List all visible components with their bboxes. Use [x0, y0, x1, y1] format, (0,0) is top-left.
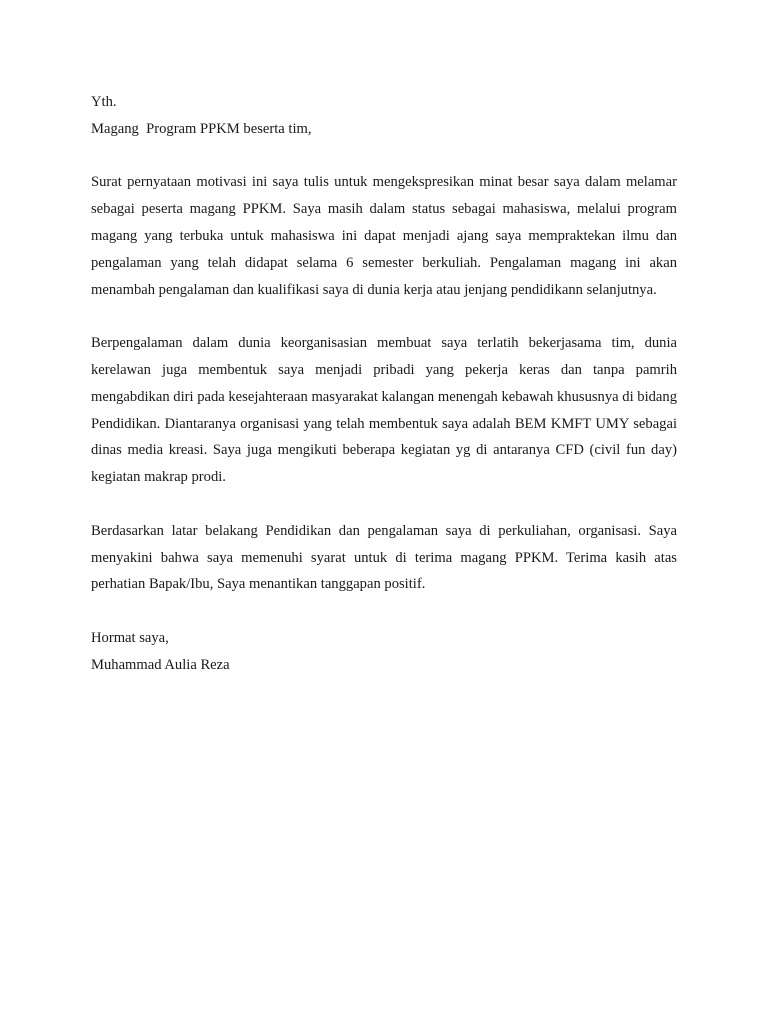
paragraph-conclusion: Berdasarkan latar belakang Pendidikan dan pengalaman saya di perkuliahan, organisasi. Saya menyakini bahwa saya memenuhi syarat untuk di terima magang PPKM. Terima kasih atas perhatian Bapak/Ibu, Saya menantikan tanggapan positif.: [91, 522, 677, 593]
letter-body: [91, 89, 677, 679]
spacer: [91, 143, 677, 170]
spacer: [91, 491, 677, 518]
salutation-line-2: Magang Program PPKM beserta tim,: [91, 120, 312, 137]
signature-name: Muhammad Aulia Reza: [91, 656, 230, 673]
salutation-line-1: Yth.: [91, 94, 117, 110]
closing-greeting: Hormat saya,: [91, 629, 169, 646]
paragraph-motivation: Surat pernyataan motivasi ini saya tulis untuk mengekspresikan minat besar saya dalam melamar sebagai peserta magang PPKM. Saya masih dalam status sebagai mahasiswa, melalui program magang yang terbuka untuk mahasiswa ini dapat menjadi ajang saya mempraktekan ilmu dan pengalaman yang telah didapat selama 6 semester berkuliah. Pengalaman magang ini akan menambah pengalaman dan kualifikasi saya di dunia kerja atau jenjang pendidikann selanjutnya.: [91, 174, 677, 298]
spacer: [91, 303, 677, 330]
paragraph-experience: Berpengalaman dalam dunia keorganisasian membuat saya terlatih bekerjasama tim, dunia kerelawan juga membentuk saya menjadi pribadi yang pekerja keras dan tanpa pamrih mengabdikan diri pada kesejahteraan masyarakat kalangan menengah kebawah khususnya di bidang Pendidikan. Diantaranya organisasi yang telah membentuk saya adalah BEM KMFT UMY sebagai dinas media kreasi. Saya juga mengikuti beberapa kegiatan yg di antaranya CFD (civil fun day) kegiatan makrap prodi.: [91, 335, 677, 486]
spacer: [91, 598, 677, 625]
